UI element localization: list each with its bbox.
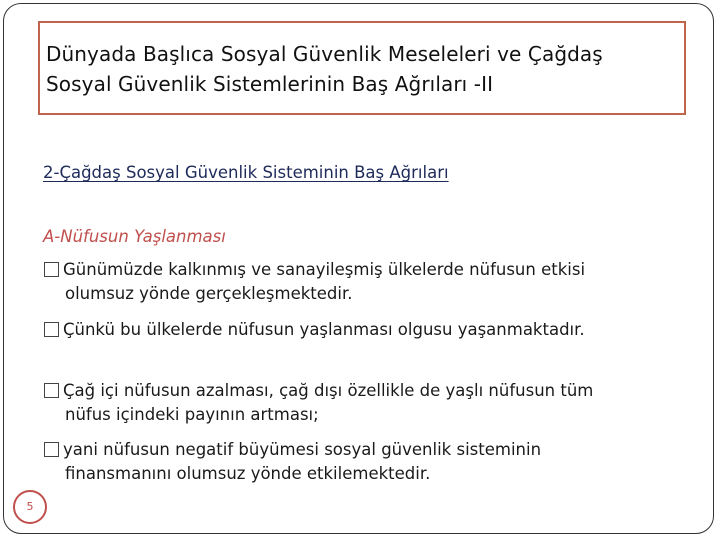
bullet-text-line-1: Çünkü bu ülkelerde nüfusun yaşlanması olgusu yaşanmaktadır. — [63, 320, 585, 339]
bullet-text-line-1: Çağ içi nüfusun azalması, çağ dışı özellikle de yaşlı nüfusun tüm — [63, 381, 594, 400]
bullet-item — [44, 318, 694, 342]
bullet-text-line-2: nüfus içindeki payının artması; — [65, 405, 319, 424]
bullet-text-line-2: finansmanını olumsuz yönde etkilemektedir. — [65, 464, 431, 483]
slide-title-line-2: Sosyal Güvenlik Sistemlerinin Baş Ağrıları -II — [46, 72, 494, 96]
bullet-text-line-1: yani nüfusun negatif büyümesi sosyal güvenlik sisteminin — [63, 440, 542, 459]
bullet-item — [44, 258, 694, 306]
bullet-item — [44, 379, 694, 427]
section-heading: A-Nüfusun Yaşlanması — [43, 227, 226, 246]
checkbox-bullet-icon — [44, 383, 59, 398]
checkbox-bullet-icon — [44, 322, 59, 337]
slide-title-line-1: Dünyada Başlıca Sosyal Güvenlik Meseleleri ve Çağdaş — [46, 42, 603, 66]
slide-subtitle: 2-Çağdaş Sosyal Güvenlik Sisteminin Baş Ağrıları — [43, 163, 449, 182]
checkbox-bullet-icon — [44, 442, 59, 457]
page-number-badge: 5 — [13, 490, 47, 524]
checkbox-bullet-icon — [44, 262, 59, 277]
bullet-text-line-1: Günümüzde kalkınmış ve sanayileşmiş ülkelerde nüfusun etkisi — [63, 260, 586, 279]
title-box — [38, 21, 686, 115]
bullet-text-line-2: olumsuz yönde gerçekleşmektedir. — [65, 284, 353, 303]
bullet-item — [44, 438, 694, 486]
